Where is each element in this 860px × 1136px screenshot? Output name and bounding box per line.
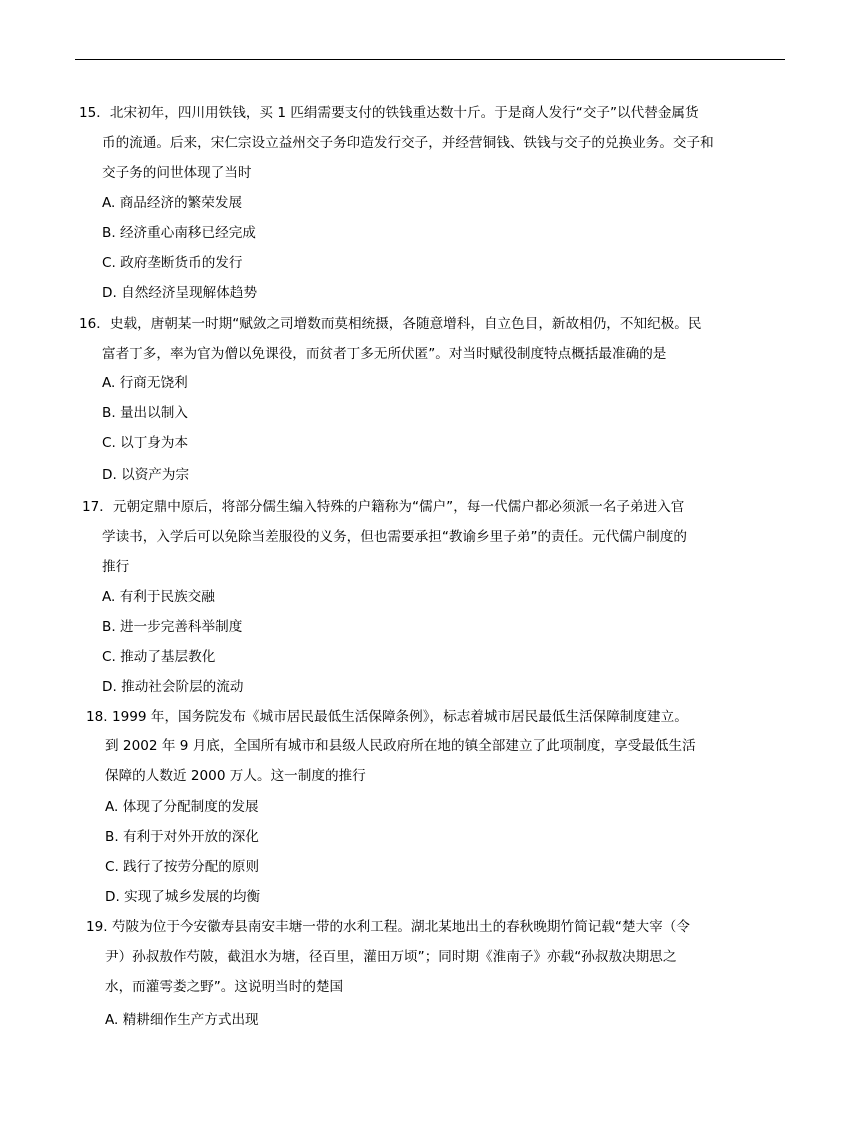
option-c: C. 以丁身为本	[102, 435, 189, 451]
option-c: C. 践行了按劳分配的原则	[105, 859, 260, 875]
option-a: A. 精耕细作生产方式出现	[105, 1012, 259, 1028]
option-d: D. 实现了城乡发展的均衡	[105, 889, 261, 905]
option-c: C. 推动了基层教化	[102, 649, 216, 665]
question-text-line: 水，而灌雩娄之野”。这说明当时的楚国	[105, 979, 344, 995]
option-a: A. 有利于民族交融	[102, 589, 215, 605]
option-a: A. 行商无饶利	[102, 375, 188, 391]
question-text-line: 尹）孙叔敖作芍陂，截沮水为塘，径百里，灌田万顷”；同时期《淮南子》亦载“孙叔敖决期思之	[105, 949, 677, 965]
option-a: A. 体现了分配制度的发展	[105, 799, 259, 815]
option-d: D. 以资产为宗	[102, 467, 190, 483]
question-text-line: 推行	[102, 559, 130, 575]
question-text-line: 17．元朝定鼎中原后，将部分儒生编入特殊的户籍称为“儒户”，每一代儒户都必须派一名子弟进入官	[82, 499, 685, 515]
question-text-line: 交子务的问世体现了当时	[102, 165, 252, 181]
question-text-line: 到 2002 年 9 月底，全国所有城市和县级人民政府所在地的镇全部建立了此项制度，享受最低生活	[105, 738, 696, 754]
option-b: B. 经济重心南移已经完成	[102, 225, 256, 241]
option-b: B. 进一步完善科举制度	[102, 619, 243, 635]
question-text-line: 学读书，入学后可以免除当差服役的义务，但也需要承担“教谕乡里子弟”的责任。元代儒户制度的	[102, 529, 688, 545]
question-text-line: 19. 芍陂为位于今安徽寿县南安丰塘一带的水利工程。湖北某地出土的春秋晚期竹简记载“楚大宰（令	[86, 919, 690, 935]
question-text-line: 15．北宋初年，四川用铁钱，买 1 匹绢需要支付的铁钱重达数十斤。于是商人发行“交子”以代替金属货	[79, 105, 699, 121]
question-text-line: 16．史载，唐朝某一时期“赋敛之司增数而莫相统摄，各随意增科，自立色目，新故相仍，不知纪极。民	[79, 316, 702, 332]
option-a: A. 商品经济的繁荣发展	[102, 195, 243, 211]
option-b: B. 量出以制入	[102, 405, 188, 421]
question-text-line: 18. 1999 年，国务院发布《城市居民最低生活保障条例》，标志着城市居民最低生活保障制度建立。	[86, 709, 688, 725]
question-text-line: 富者丁多，率为官为僧以免课役，而贫者丁多无所伏匿”。对当时赋役制度特点概括最准确的是	[102, 346, 667, 362]
option-c: C. 政府垄断货币的发行	[102, 255, 243, 271]
option-d: D. 自然经济呈现解体趋势	[102, 285, 258, 301]
header-rule	[75, 59, 785, 60]
question-text-line: 保障的人数近 2000 万人。这一制度的推行	[105, 768, 366, 784]
question-text-line: 币的流通。后来，宋仁宗设立益州交子务印造发行交子，并经营铜钱、铁钱与交子的兑换业务。交子和	[102, 135, 714, 151]
option-b: B. 有利于对外开放的深化	[105, 829, 259, 845]
option-d: D. 推动社会阶层的流动	[102, 679, 244, 695]
